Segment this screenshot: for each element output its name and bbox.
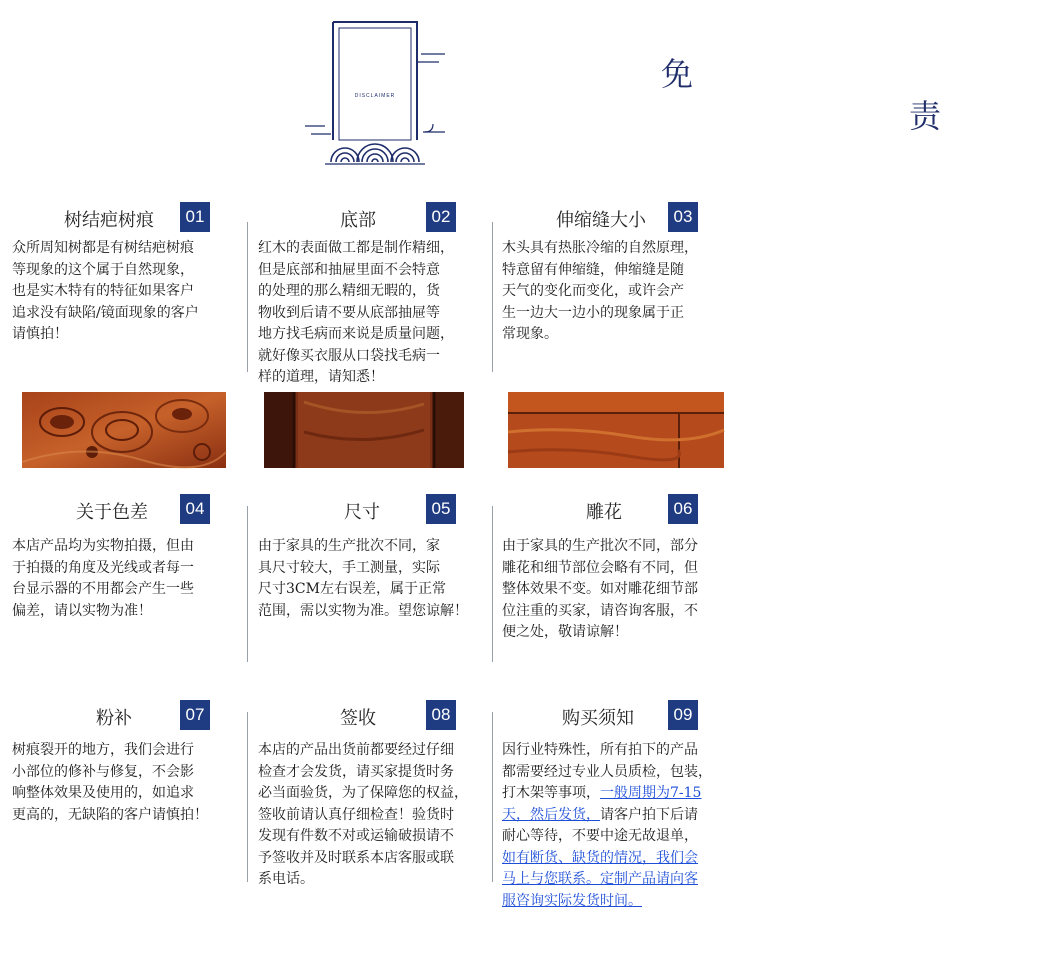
body-line: 位注重的买家，请咨询客服，不 [502, 602, 698, 619]
body-line: 追求没有缺陷/镜面现象的客户 [12, 304, 199, 321]
body-line: 于拍摄的角度及光线或者每一 [12, 559, 194, 576]
body-line: 签收前请认真仔细检查！验货时 [258, 806, 454, 823]
body-line: 本店产品均为实物拍摄，但由 [12, 538, 194, 554]
body-line [502, 783, 712, 805]
section-title-row [12, 700, 240, 730]
body-line: 众所周知树都是有树结疤树痕 [12, 240, 194, 256]
body-line: 检查才会发货，请买家提货时务 [258, 763, 454, 780]
section-title-row [258, 494, 486, 524]
section-body [502, 238, 698, 346]
section-body [258, 238, 454, 389]
stockout-notice-link[interactable]: 如有断货、缺货的情况，我们会 [502, 849, 698, 866]
body-line: 红木的表面做工都是制作精细， [258, 240, 454, 256]
column-divider [247, 712, 248, 882]
shipping-period-link[interactable]: 天，然后发货， [502, 806, 600, 823]
stockout-notice-link[interactable]: 马上与您联系。定制产品请向客 [502, 871, 698, 887]
body-line: 响整体效果及使用的，如追求 [12, 785, 194, 801]
section-body [12, 238, 199, 346]
body-line: 就好像买衣服从口袋找毛病一 [258, 347, 440, 364]
body-line: 都需要经过专业人员质检，包装， [502, 763, 712, 780]
custom-order-link[interactable]: 服咨询实际发货时间。 [502, 892, 642, 909]
section-number-badge: 05 [426, 494, 456, 524]
body-text: 请客户拍下后请 [600, 806, 698, 823]
body-line: 常现象。 [502, 326, 558, 342]
section-body [258, 740, 468, 891]
section-title-row [12, 202, 240, 232]
drawer-underside-image [264, 392, 464, 468]
shipping-period-link[interactable]: 一般周期为7-15 [600, 785, 702, 801]
body-line: 生一边大一边小的现象属于正 [502, 304, 684, 321]
section-number-badge: 08 [426, 700, 456, 730]
body-line: 更高的，无缺陷的客户请慎拍！ [12, 806, 208, 823]
body-line: 台显示器的不用都会产生一些 [12, 581, 194, 597]
section-title: 伸缩缝大小 [556, 210, 646, 231]
body-line: 特意留有伸缩缝，伸缩缝是随 [502, 261, 684, 278]
section-title-row [502, 494, 738, 524]
section-number-badge: 03 [668, 202, 698, 232]
section-title: 尺寸 [344, 502, 380, 523]
body-line: 本店的产品出货前都要经过仔细 [258, 742, 454, 758]
disclaimer-emblem [305, 14, 941, 174]
section-number-badge: 04 [180, 494, 210, 524]
section-title-row [258, 202, 486, 232]
body-line: 天气的变化而变化，或许会产 [502, 283, 684, 299]
section-body [502, 536, 698, 644]
body-line: 小部位的修补与修复，不会影 [12, 763, 194, 780]
section-body [258, 536, 468, 622]
section-number-badge: 02 [426, 202, 456, 232]
section-number-badge: 06 [668, 494, 698, 524]
column-divider [492, 712, 493, 882]
body-line: 雕花和细节部位会略有不同，但 [502, 559, 698, 576]
section-title-row [258, 700, 486, 730]
section-body [12, 740, 208, 826]
wood-burl-image [22, 392, 226, 468]
section-title: 雕花 [586, 502, 622, 523]
section-number-badge: 09 [668, 700, 698, 730]
body-line: 予签收并及时联系本店客服或联 [258, 849, 454, 866]
column-divider [492, 506, 493, 662]
body-line: 系电话。 [258, 871, 314, 887]
body-line: 样的道理，请知悉！ [258, 369, 384, 385]
body-line [502, 891, 712, 913]
section-title-row [502, 202, 738, 232]
body-line: 具尺寸较大，手工测量，实际 [258, 559, 440, 576]
body-text: 打木架等事项， [502, 785, 600, 801]
body-line: 便之处，敬请谅解！ [502, 624, 628, 640]
body-line: 范围，需以实物为准。望您谅解！ [258, 602, 468, 619]
body-line: 等现象的这个属于自然现象， [12, 261, 194, 278]
section-title: 粉补 [96, 708, 132, 729]
body-line: 尺寸3CM左右误差，属于正常 [258, 581, 446, 597]
section-title: 树结疤树痕 [64, 210, 154, 231]
body-line [502, 805, 712, 827]
expansion-joint-image [508, 392, 724, 468]
emblem-char-1: 免 [660, 55, 693, 93]
body-line: 耐心等待，不要中途无故退单， [502, 828, 698, 844]
body-line: 偏差，请以实物为准！ [12, 602, 152, 619]
body-line: 地方找毛病而来说是质量问题， [258, 326, 454, 342]
section-number-badge: 07 [180, 700, 210, 730]
body-line: 物收到后请不要从底部抽屉等 [258, 304, 440, 321]
body-line [502, 869, 712, 891]
section-title-row [502, 700, 738, 730]
emblem-char-2: 责 [908, 97, 941, 135]
body-line: 由于家具的生产批次不同，家 [258, 538, 440, 554]
column-divider [492, 222, 493, 372]
body-line: 木头具有热胀冷缩的自然原理， [502, 240, 698, 256]
body-line: 由于家具的生产批次不同，部分 [502, 538, 698, 554]
section-title-row [12, 494, 240, 524]
body-line: 也是实木特有的特征如果客户 [12, 283, 194, 299]
body-line: 因行业特殊性，所有拍下的产品 [502, 742, 698, 758]
column-divider [247, 222, 248, 372]
body-line: 树痕裂开的地方，我们会进行 [12, 742, 194, 758]
body-line: 的处理的那么精细无暇的，货 [258, 283, 440, 299]
section-body [12, 536, 194, 622]
body-line: 但是底部和抽屉里面不会特意 [258, 261, 440, 278]
column-divider [247, 506, 248, 662]
emblem-subtitle: DISCLAIMER [354, 93, 396, 99]
body-line [502, 848, 712, 870]
section-number-badge: 01 [180, 202, 210, 232]
section-title: 购买须知 [562, 708, 634, 729]
section-title: 底部 [340, 210, 376, 231]
body-line: 发现有件数不对或运输破损请不 [258, 828, 454, 844]
section-body [502, 740, 712, 912]
body-line: 整体效果不变。如对雕花细节部 [502, 581, 698, 597]
section-title: 关于色差 [76, 502, 148, 523]
body-line: 必当面验货，为了保障您的权益， [258, 785, 468, 801]
body-line: 请慎拍！ [12, 326, 68, 342]
section-title: 签收 [340, 708, 376, 729]
